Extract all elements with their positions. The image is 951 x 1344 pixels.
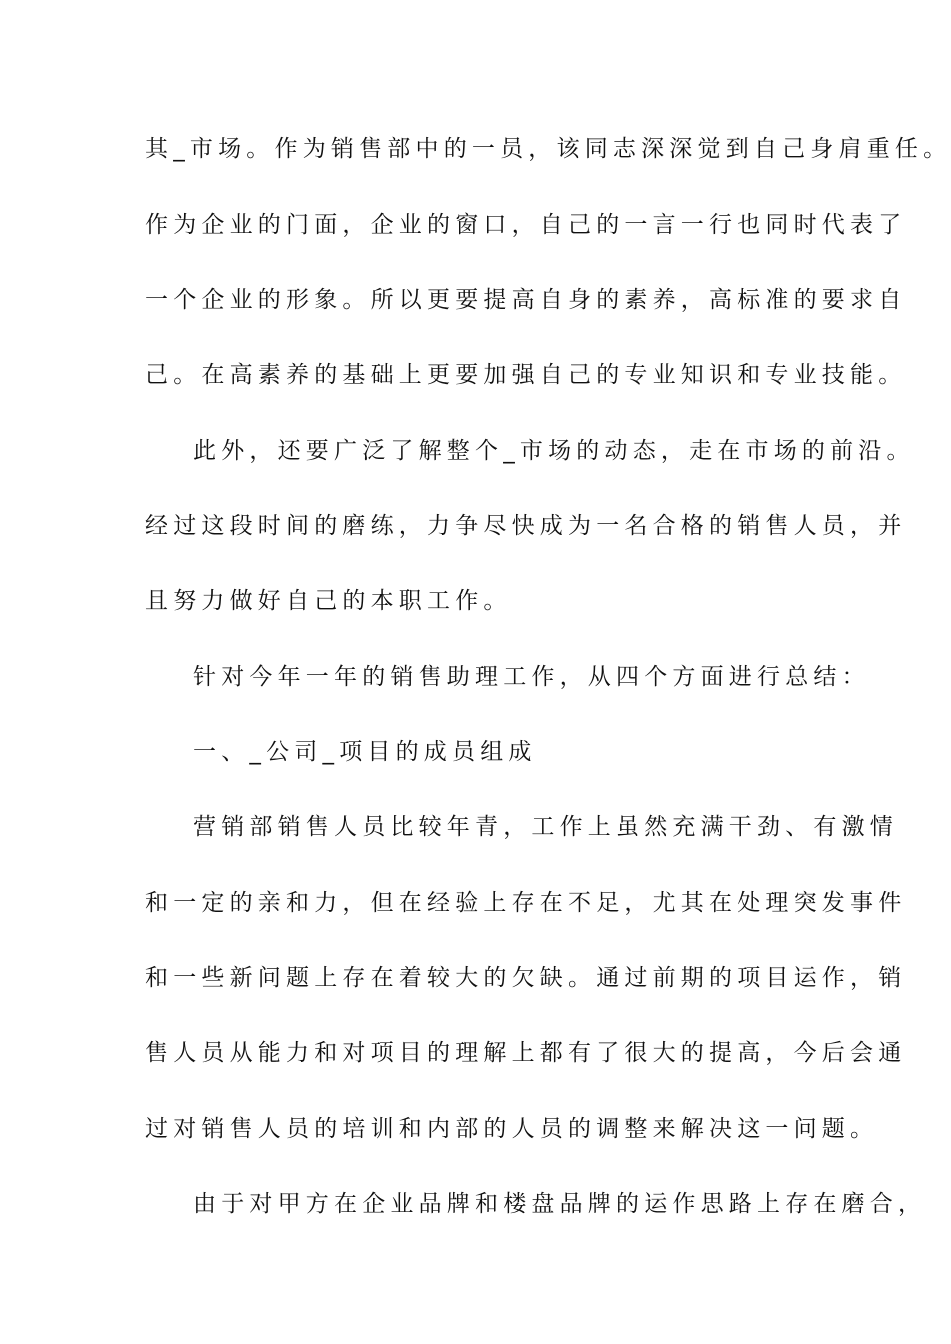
paragraph-start-line: 营销部销售人员比较年青，工作上虽然充满干劲、有激情 — [193, 814, 898, 840]
text-line: 经过这段时间的磨练，力争尽快成为一名合格的销售人员，并 — [145, 513, 907, 539]
text-line: 过对销售人员的培训和内部的人员的调整来解决这一问题。 — [145, 1116, 879, 1142]
section-heading: 一、_公司_项目的成员组成 — [193, 739, 537, 765]
text-line: 且努力做好自己的本职工作。 — [145, 588, 512, 614]
text-line: 一个企业的形象。所以更要提高自身的素养，高标准的要求自 — [145, 287, 907, 313]
text-line: 售人员从能力和对项目的理解上都有了很大的提高，今后会通 — [145, 1040, 907, 1066]
paragraph-start-line: 此外，还要广泛了解整个_市场的动态，走在市场的前沿。 — [193, 438, 915, 464]
text-line: 作为企业的门面，企业的窗口，自己的一言一行也同时代表了 — [145, 212, 907, 238]
paragraph-start-line: 由于对甲方在企业品牌和楼盘品牌的运作思路上存在磨合， — [193, 1191, 927, 1217]
text-line: 其_市场。作为销售部中的一员，该同志深深觉到自己身肩重任。 — [145, 136, 951, 162]
text-line: 己。在高素养的基础上更要加强自己的专业知识和专业技能。 — [145, 362, 907, 388]
paragraph-start-line: 针对今年一年的销售助理工作，从四个方面进行总结： — [193, 664, 870, 690]
text-line: 和一些新问题上存在着较大的欠缺。通过前期的项目运作，销 — [145, 965, 907, 991]
text-line: 和一定的亲和力，但在经验上存在不足，尤其在处理突发事件 — [145, 890, 907, 916]
